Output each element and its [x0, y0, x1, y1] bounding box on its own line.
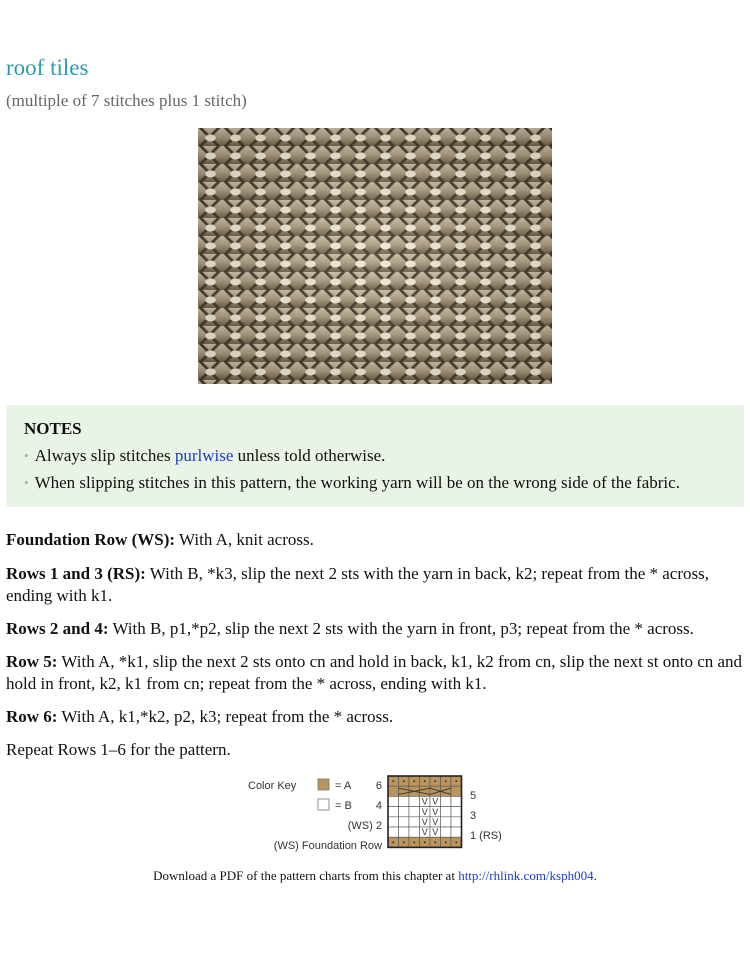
download-end: .: [593, 868, 597, 883]
repeat-instruction: Repeat Rows 1–6 for the pattern.: [6, 740, 231, 759]
color-b-swatch: [318, 799, 329, 810]
instruction-label: Rows 1 and 3 (RS):: [6, 564, 146, 583]
instruction-label: Rows 2 and 4:: [6, 619, 109, 638]
color-a-swatch: [318, 779, 329, 790]
stitch-chart: [246, 774, 506, 854]
chart-cell: [388, 827, 399, 837]
chart-cell: [399, 796, 410, 806]
purl-symbol: [445, 780, 447, 782]
slip-symbol: V: [432, 817, 439, 827]
row-label-1: 1 (RS): [470, 830, 502, 842]
row-label-5: 5: [470, 790, 477, 802]
instruction-label: Foundation Row (WS):: [6, 530, 176, 549]
chart-cell: [409, 796, 420, 806]
slip-symbol: V: [432, 827, 439, 838]
color-key-label: Color Key: [248, 780, 297, 792]
row-label-2: (WS) 2: [347, 820, 382, 832]
instruction-text: With B, p1,*p2, slip the next 2 sts with the yarn in front, p3; repeat from the * across.: [108, 619, 694, 638]
pattern-subtitle: (multiple of 7 stitches plus 1 stitch): [6, 91, 247, 110]
instruction-rows-1-3: [6, 563, 744, 607]
purl-symbol: [434, 780, 436, 782]
key-a-label: = A: [335, 780, 352, 792]
chart-cell: [451, 827, 462, 837]
chart-cell: [420, 786, 431, 796]
chart-cell: [451, 796, 462, 806]
slip-symbol: V: [421, 827, 428, 838]
chart-grid: [388, 776, 462, 847]
instruction-rows-2-4: [6, 618, 744, 640]
chart-cell: [409, 827, 420, 837]
instruction-text: With A, *k1, slip the next 2 sts onto cn and hold in back, k1, k2 from cn, slip the next st onto cn and hold in front, k2, k1 from cn; repeat from the * across, ending with k1.: [6, 652, 743, 693]
chart-cell: [399, 786, 410, 796]
slip-symbol: V: [421, 817, 428, 827]
row-label-foundation: (WS) Foundation Row: [273, 840, 382, 852]
instruction-text: With A, knit across.: [175, 530, 314, 549]
slip-symbol: V: [432, 796, 439, 807]
chart-cell: [451, 817, 462, 827]
chart-cell: [441, 827, 452, 837]
chart-cell: [399, 807, 410, 817]
notes-list: [24, 443, 744, 497]
purl-symbol: [434, 841, 436, 843]
purl-symbol: [413, 780, 415, 782]
chart-cell: [388, 807, 399, 817]
chart-cell: [388, 796, 399, 806]
chart-cell: [451, 786, 462, 796]
row-label-4: 4: [375, 800, 382, 812]
purl-symbol: [455, 841, 457, 843]
purl-symbol: [424, 841, 426, 843]
chart-cell: [451, 807, 462, 817]
chart-cell: [388, 817, 399, 827]
chart-cell: [409, 817, 420, 827]
instruction-foundation-row: [6, 529, 744, 551]
notes-item-text: Always slip stitches: [34, 446, 175, 465]
notes-item: [24, 470, 744, 497]
bullet-icon: •: [24, 448, 29, 463]
chart-cell: [441, 807, 452, 817]
instruction-text: With B, *k3, slip the next 2 sts with the yarn in back, k2; repeat from the * across, ending with k1.: [6, 564, 709, 605]
purl-symbol: [403, 841, 405, 843]
chart-cell: [441, 817, 452, 827]
swatch-photo: [198, 128, 552, 384]
pattern-title: roof tiles: [6, 55, 89, 80]
purlwise-link[interactable]: purlwise: [174, 446, 234, 465]
download-link[interactable]: http://rhlink.com/ksph004: [458, 868, 594, 883]
chart-cell: [441, 796, 452, 806]
purl-symbol: [403, 780, 405, 782]
instruction-row-5: [6, 651, 744, 695]
download-note: [0, 868, 750, 884]
row-label-3: 3: [470, 810, 477, 822]
purl-symbol: [445, 841, 447, 843]
slip-symbol: V: [432, 806, 439, 817]
instruction-label: Row 6:: [6, 707, 58, 726]
slip-symbol: V: [421, 796, 428, 807]
row-label-6: 6: [375, 780, 382, 792]
notes-item-text: When slipping stitches in this pattern, the working yarn will be on the wrong side of the fabric.: [34, 473, 680, 492]
chart-cell: [399, 827, 410, 837]
purl-symbol: [413, 841, 415, 843]
instruction-row-6: [6, 706, 744, 728]
instruction-label: Row 5:: [6, 652, 58, 671]
notes-box: [6, 405, 744, 507]
download-text: Download a PDF of the pattern charts from this chapter at: [153, 868, 459, 883]
notes-item: [24, 443, 744, 470]
purl-symbol: [392, 841, 394, 843]
notes-item-text: unless told otherwise.: [233, 446, 386, 465]
chart-cell: [388, 786, 399, 796]
purl-symbol: [455, 780, 457, 782]
key-b-label: = B: [335, 800, 352, 812]
notes-heading: NOTES: [24, 419, 82, 438]
chart-cell: [399, 817, 410, 827]
instruction-text: With A, k1,*k2, p2, k3; repeat from the * across.: [57, 707, 394, 726]
slip-symbol: V: [421, 806, 428, 817]
purl-symbol: [424, 780, 426, 782]
purl-symbol: [392, 780, 394, 782]
bullet-icon: •: [24, 475, 29, 490]
chart-cell: [409, 807, 420, 817]
